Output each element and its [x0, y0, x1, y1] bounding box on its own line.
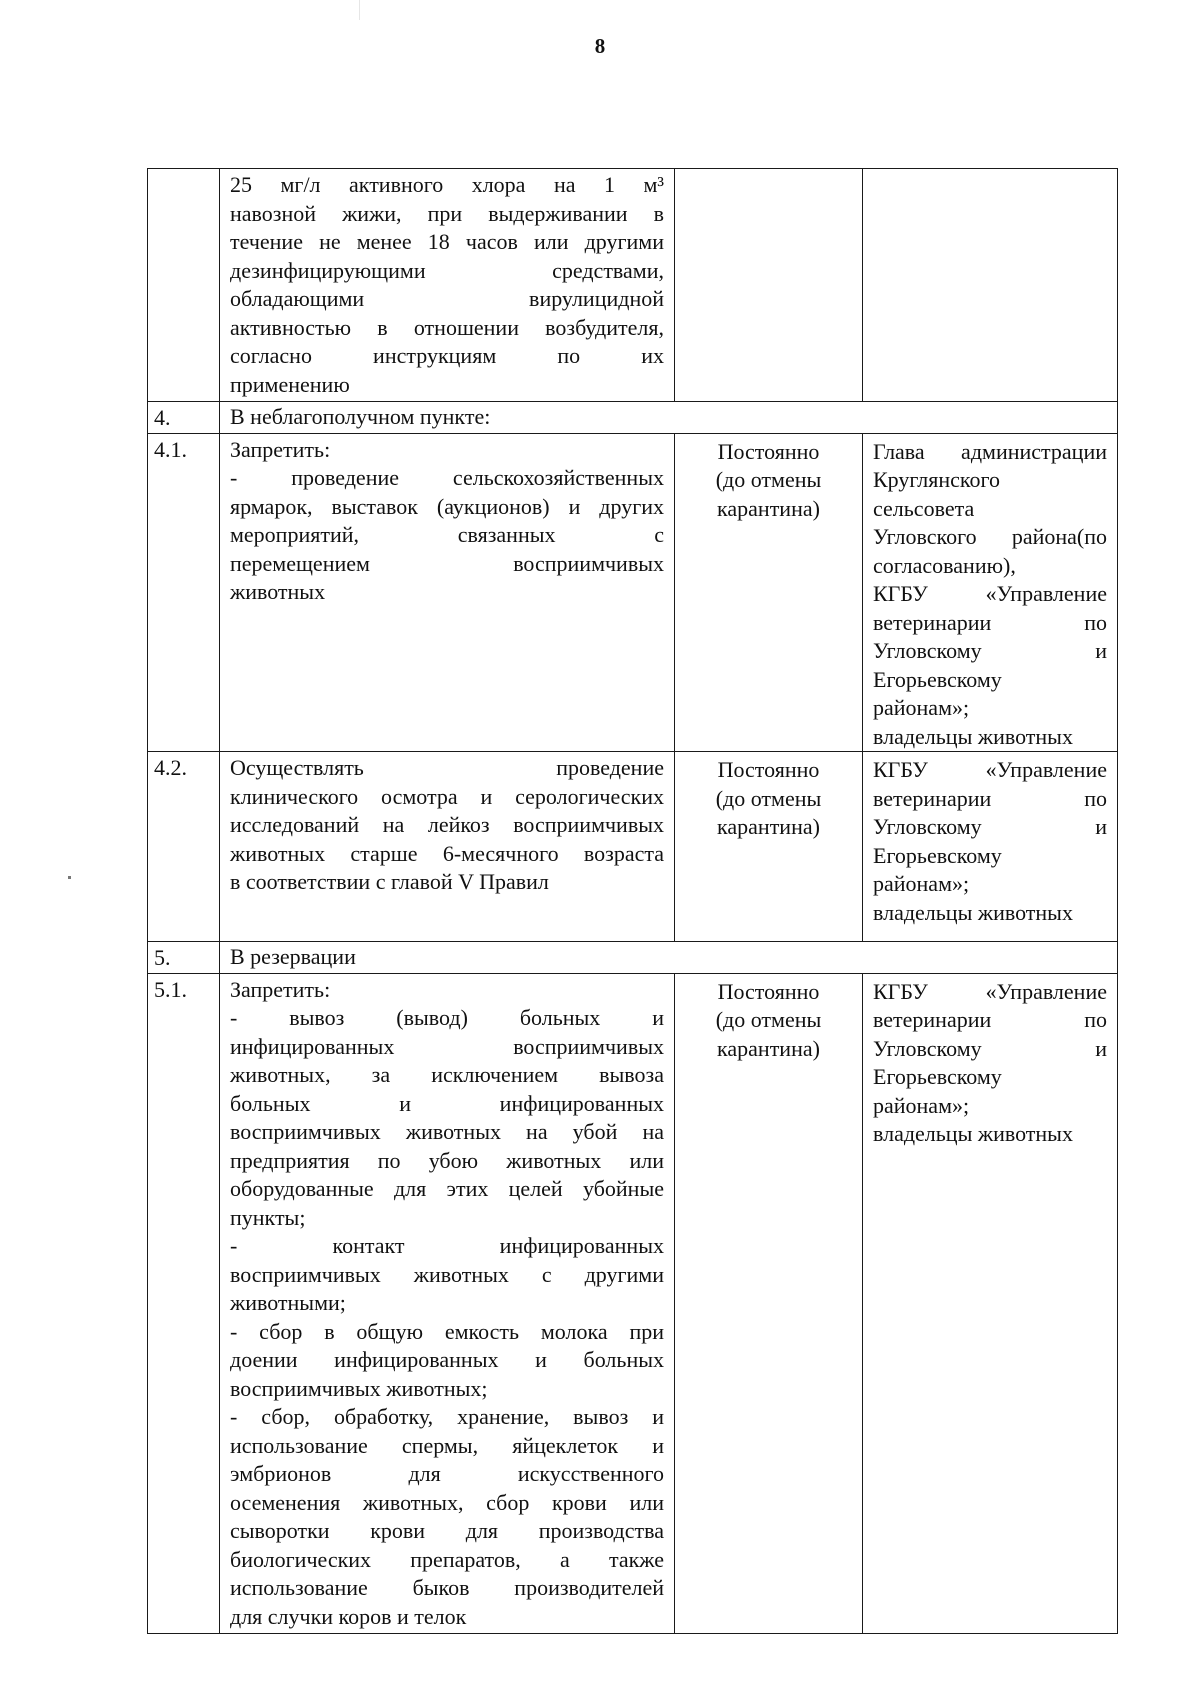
measures-table: [147, 168, 1118, 1634]
section-title: В неблагополучном пункте:: [220, 402, 1118, 434]
text-line: Постоянно: [717, 978, 820, 1004]
measure-cell: [220, 973, 675, 1633]
text-line: КГБУ «Управление: [873, 581, 1107, 606]
text-line: (до отмены: [715, 1007, 822, 1032]
row-number-cell: [148, 169, 220, 402]
text-line: эмбрионов для искусственного: [230, 1461, 664, 1486]
row-number: 4.1.: [148, 433, 220, 752]
responsible-cell: [863, 169, 1118, 402]
text-line: мероприятий, связанных с: [230, 522, 664, 547]
responsible-cell: [863, 973, 1118, 1633]
text-line: - сбор в общую емкость молока при: [230, 1318, 664, 1344]
text-line: Круглянского: [873, 467, 1000, 492]
measure-text: [230, 976, 664, 1632]
text-line: применению: [230, 371, 350, 397]
text-line: навозной жижи, при выдерживании в: [230, 200, 664, 226]
text-line: согласованию),: [873, 552, 1016, 578]
text-line: Осуществлять проведение: [230, 755, 664, 780]
text-line: сельсовета: [873, 495, 975, 521]
text-line: Постоянно: [717, 757, 820, 782]
text-line: обладающими вирулицидной: [230, 286, 664, 311]
text-line: пункты;: [230, 1204, 306, 1230]
responsible-text: [873, 978, 1107, 1149]
text-line: использование быков производителей: [230, 1575, 664, 1600]
scan-artifact-dot: [68, 876, 71, 879]
text-line: - вывоз (вывод) больных и: [230, 1005, 664, 1030]
text-line: биологических препаратов, а также: [230, 1546, 664, 1572]
row-number: 4.2.: [148, 752, 220, 942]
text-line: восприимчивых животных с другими: [230, 1261, 664, 1287]
page-number: 8: [594, 34, 606, 58]
text-line: ярмарок, выставок (аукционов) и других: [230, 493, 664, 519]
text-line: Егорьевскому: [873, 842, 1002, 868]
responsible-text: [873, 756, 1107, 927]
text-line: Угловского района(по: [873, 524, 1107, 549]
measure-cell: [220, 752, 675, 942]
text-line: течение не менее 18 часов или другими: [230, 229, 664, 254]
section-number: 5.: [148, 942, 220, 974]
text-line: районам»;: [873, 695, 970, 720]
text-line: 25 мг/л активного хлора на 1 м³: [230, 172, 664, 197]
table-row-continuation: [148, 169, 1118, 402]
text-line: перемещением восприимчивых: [230, 550, 664, 576]
text-line: ветеринарии по: [873, 1007, 1107, 1032]
text-line: Егорьевскому: [873, 666, 1002, 692]
text-line: восприимчивых животных;: [230, 1375, 488, 1401]
term-text: [685, 756, 852, 842]
row-number: 5.1.: [148, 973, 220, 1633]
text-line: Угловскому и: [873, 1035, 1107, 1061]
text-line: для случки коров и телок: [230, 1603, 467, 1629]
text-line: Угловскому и: [873, 638, 1107, 663]
text-line: в соответствии с главой V Правил: [230, 869, 549, 894]
section-title: В резервации: [220, 942, 1118, 974]
text-line: районам»;: [873, 871, 970, 896]
term-text: [685, 978, 852, 1064]
section-number: 4.: [148, 402, 220, 434]
section-row-4: [148, 402, 1118, 434]
text-line: согласно инструкциям по их: [230, 343, 664, 368]
text-line: осеменения животных, сбор крови или: [230, 1489, 664, 1515]
table-row-5-1: [148, 973, 1118, 1633]
term-cell: [675, 433, 863, 752]
measure-text: [230, 171, 664, 399]
text-line: больных и инфицированных: [230, 1090, 664, 1116]
table-row-4-1: [148, 433, 1118, 752]
text-line: животных старше 6-месячного возраста: [230, 840, 664, 866]
text-line: сыворотки крови для производства: [230, 1518, 664, 1543]
term-cell: [675, 752, 863, 942]
text-line: животных, за исключением вывоза: [230, 1062, 664, 1087]
text-line: восприимчивых животных на убой на: [230, 1119, 664, 1144]
text-line: ветеринарии по: [873, 785, 1107, 811]
responsible-cell: [863, 433, 1118, 752]
text-line: инфицированных восприимчивых: [230, 1033, 664, 1059]
text-line: владельцы животных: [873, 899, 1073, 925]
text-line: Постоянно: [717, 438, 820, 464]
scan-artifact-line: [359, 0, 360, 20]
measure-cell: [220, 169, 675, 402]
text-line: Запретить:: [230, 976, 331, 1002]
text-line: Угловскому и: [873, 814, 1107, 839]
text-line: дезинфицирующими средствами,: [230, 257, 664, 283]
text-line: КГБУ «Управление: [873, 978, 1107, 1004]
text-line: активностью в отношении возбудителя,: [230, 314, 664, 340]
table-row-4-2: [148, 752, 1118, 942]
responsible-text: [873, 438, 1107, 752]
text-line: - проведение сельскохозяйственных: [230, 465, 664, 490]
text-line: ветеринарии по: [873, 609, 1107, 635]
text-line: карантина): [717, 1035, 820, 1061]
text-line: Егорьевскому: [873, 1064, 1002, 1089]
text-line: карантина): [717, 814, 820, 839]
text-line: КГБУ «Управление: [873, 757, 1107, 782]
text-line: доении инфицированных и больных: [230, 1347, 664, 1372]
responsible-cell: [863, 752, 1118, 942]
text-line: исследований на лейкоз восприимчивых: [230, 812, 664, 837]
text-line: клинического осмотра и серологических: [230, 783, 664, 809]
text-line: районам»;: [873, 1092, 970, 1118]
text-line: владельцы животных: [873, 1121, 1073, 1146]
text-line: (до отмены: [715, 785, 822, 811]
text-line: - контакт инфицированных: [230, 1233, 664, 1258]
term-cell: [675, 169, 863, 402]
text-line: (до отмены: [715, 467, 822, 492]
text-line: Запретить:: [230, 436, 331, 462]
text-line: - сбор, обработку, хранение, вывоз и: [230, 1404, 664, 1429]
text-line: предприятия по убою животных или: [230, 1147, 664, 1173]
section-row-5: [148, 942, 1118, 974]
text-line: владельцы животных: [873, 723, 1073, 749]
text-line: использование спермы, яйцеклеток и: [230, 1432, 664, 1458]
measure-cell: [220, 433, 675, 752]
text-line: животных: [230, 579, 326, 604]
term-text: [685, 438, 852, 524]
text-line: оборудованные для этих целей убойные: [230, 1176, 664, 1201]
measure-text: [230, 436, 664, 607]
measure-text: [230, 754, 664, 897]
term-cell: [675, 973, 863, 1633]
text-line: Глава администрации: [873, 438, 1107, 464]
text-line: животными;: [230, 1290, 346, 1315]
text-line: карантина): [717, 495, 820, 521]
